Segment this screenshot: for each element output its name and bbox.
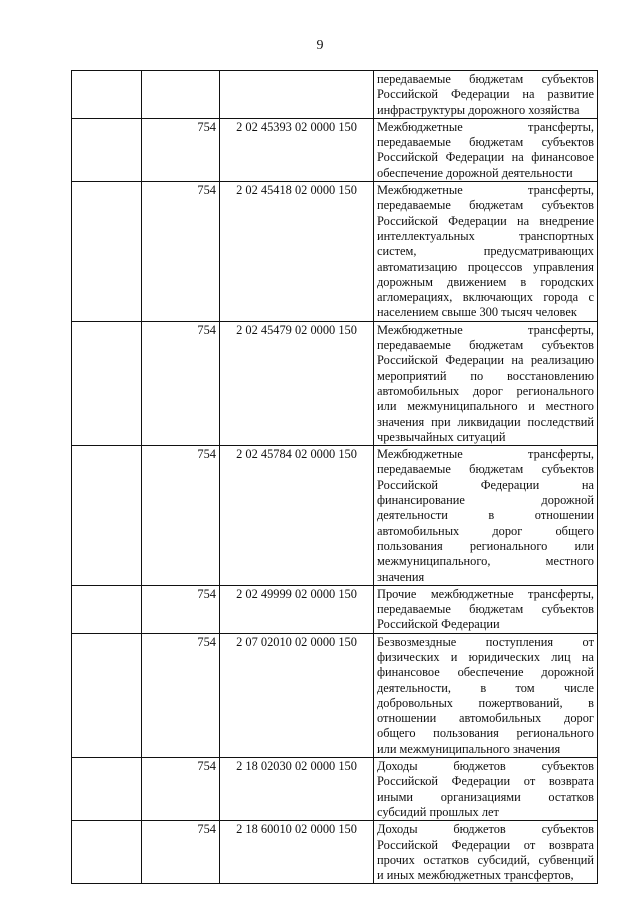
revenue-name-line: иными организациями остатков: [377, 789, 594, 804]
revenue-name-line: передаваемые бюджетам субъектов: [377, 462, 594, 477]
revenue-name-line: мероприятий по восстановлению: [377, 368, 594, 383]
revenue-name-cell: [374, 321, 598, 445]
revenue-name-line: агломерациях, включающих города с: [377, 290, 594, 305]
revenue-name-line: финансирование дорожной: [377, 493, 594, 508]
table-row: [72, 71, 598, 119]
admin-code-cell: 754: [142, 821, 220, 884]
revenue-name-line: автомобильных дорог регионального: [377, 383, 594, 398]
revenue-name-line: Российской Федерации от возврата: [377, 774, 594, 789]
admin-code-cell: [142, 71, 220, 119]
revenue-name-line: Безвозмездные поступления от: [377, 634, 594, 649]
revenue-name-line: Доходы бюджетов субъектов: [377, 822, 594, 837]
empty-cell: [72, 758, 142, 821]
empty-cell: [72, 821, 142, 884]
table-row: [72, 182, 598, 322]
budget-classification-code-cell: 2 18 60010 02 0000 150: [220, 821, 374, 884]
revenue-name-line: интеллектуальных транспортных: [377, 228, 594, 243]
admin-code-cell: 754: [142, 321, 220, 445]
revenue-name-line: передаваемые бюджетам субъектов: [377, 338, 594, 353]
revenue-name-line: отношении автомобильных дорог: [377, 711, 594, 726]
admin-code-cell: 754: [142, 446, 220, 586]
revenue-name-line: передаваемые бюджетам субъектов: [377, 135, 594, 150]
revenue-name-line: деятельности в отношении: [377, 508, 594, 523]
budget-codes-table: [71, 70, 598, 884]
revenue-name-line: передаваемые бюджетам субъектов: [377, 72, 594, 86]
revenue-name-line: автомобильных дорог общего: [377, 523, 594, 538]
budget-classification-code-cell: 2 02 45784 02 0000 150: [220, 446, 374, 586]
table-row: [72, 585, 598, 633]
revenue-name-line: значения при ликвидации последствий: [377, 414, 594, 429]
empty-cell: [72, 182, 142, 322]
revenue-name-line: населением свыше 300 тысяч человек: [377, 305, 577, 320]
table-row: [72, 758, 598, 821]
revenue-name-line: автоматизацию процессов управления: [377, 259, 594, 274]
revenue-name-line: Российской Федерации на реализацию: [377, 353, 594, 368]
budget-classification-code-cell: 2 18 02030 02 0000 150: [220, 758, 374, 821]
revenue-name-line: Российской Федерации на развитие: [377, 87, 594, 102]
revenue-name-line: инфраструктуры дорожного хозяйства: [377, 102, 580, 117]
revenue-name-cell: [374, 118, 598, 181]
table-row: [72, 118, 598, 181]
revenue-name-line: систем, предусматривающих: [377, 244, 594, 259]
revenue-name-line: Российской Федерации: [377, 617, 500, 632]
revenue-name-line: обеспечение дорожной деятельности: [377, 165, 573, 180]
revenue-name-line: прочих остатков субсидий, субвенций: [377, 852, 594, 867]
revenue-name-line: Прочие межбюджетные трансферты,: [377, 586, 594, 601]
revenue-name-line: физических и юридических лиц на: [377, 649, 594, 664]
revenue-name-line: Межбюджетные трансферты,: [377, 447, 594, 462]
table-row: [72, 821, 598, 884]
empty-cell: [72, 321, 142, 445]
revenue-name-line: и иных межбюджетных трансфертов,: [377, 868, 574, 883]
revenue-name-cell: [374, 633, 598, 757]
admin-code-cell: 754: [142, 585, 220, 633]
revenue-name-line: Российской Федерации на финансовое: [377, 150, 594, 165]
revenue-name-line: или межмуниципального значения: [377, 741, 561, 756]
revenue-name-line: чрезвычайных ситуаций: [377, 429, 506, 444]
revenue-name-line: финансовое обеспечение дорожной: [377, 665, 594, 680]
admin-code-cell: 754: [142, 118, 220, 181]
empty-cell: [72, 118, 142, 181]
revenue-name-line: Межбюджетные трансферты,: [377, 119, 594, 134]
budget-classification-code-cell: 2 02 49999 02 0000 150: [220, 585, 374, 633]
admin-code-cell: 754: [142, 758, 220, 821]
revenue-name-line: передаваемые бюджетам субъектов: [377, 198, 594, 213]
revenue-name-cell: [374, 821, 598, 884]
revenue-name-line: значения: [377, 569, 425, 584]
revenue-name-line: дорожным движением в городских: [377, 274, 594, 289]
empty-cell: [72, 71, 142, 119]
empty-cell: [72, 633, 142, 757]
revenue-name-line: межмуниципального, местного: [377, 554, 594, 569]
admin-code-cell: 754: [142, 182, 220, 322]
admin-code-cell: 754: [142, 633, 220, 757]
revenue-name-line: Российской Федерации от возврата: [377, 837, 594, 852]
revenue-name-line: пользования регионального или: [377, 538, 594, 553]
revenue-name-line: Российской Федерации на: [377, 477, 594, 492]
table-row: [72, 633, 598, 757]
revenue-name-line: Межбюджетные трансферты,: [377, 183, 594, 198]
revenue-name-line: Доходы бюджетов субъектов: [377, 759, 594, 774]
revenue-name-cell: [374, 758, 598, 821]
revenue-name-cell: [374, 446, 598, 586]
revenue-name-line: субсидий прошлых лет: [377, 804, 499, 819]
revenue-name-line: Межбюджетные трансферты,: [377, 322, 594, 337]
revenue-name-line: деятельности, в том числе: [377, 680, 594, 695]
table-row: [72, 446, 598, 586]
revenue-name-line: Российской Федерации на внедрение: [377, 213, 594, 228]
empty-cell: [72, 446, 142, 586]
revenue-name-line: передаваемые бюджетам субъектов: [377, 602, 594, 617]
revenue-name-line: или межмуниципального и местного: [377, 399, 594, 414]
budget-classification-code-cell: 2 07 02010 02 0000 150: [220, 633, 374, 757]
page-number: 9: [316, 38, 324, 53]
budget-classification-code-cell: 2 02 45418 02 0000 150: [220, 182, 374, 322]
revenue-name-cell: [374, 182, 598, 322]
revenue-name-line: общего пользования регионального: [377, 726, 594, 741]
budget-classification-code-cell: 2 02 45393 02 0000 150: [220, 118, 374, 181]
empty-cell: [72, 585, 142, 633]
budget-classification-code-cell: 2 02 45479 02 0000 150: [220, 321, 374, 445]
revenue-name-line: добровольных пожертвований, в: [377, 695, 594, 710]
revenue-name-cell: [374, 585, 598, 633]
table-row: [72, 321, 598, 445]
table-body: [72, 71, 598, 884]
budget-classification-code-cell: [220, 71, 374, 119]
revenue-name-cell: [374, 71, 598, 119]
